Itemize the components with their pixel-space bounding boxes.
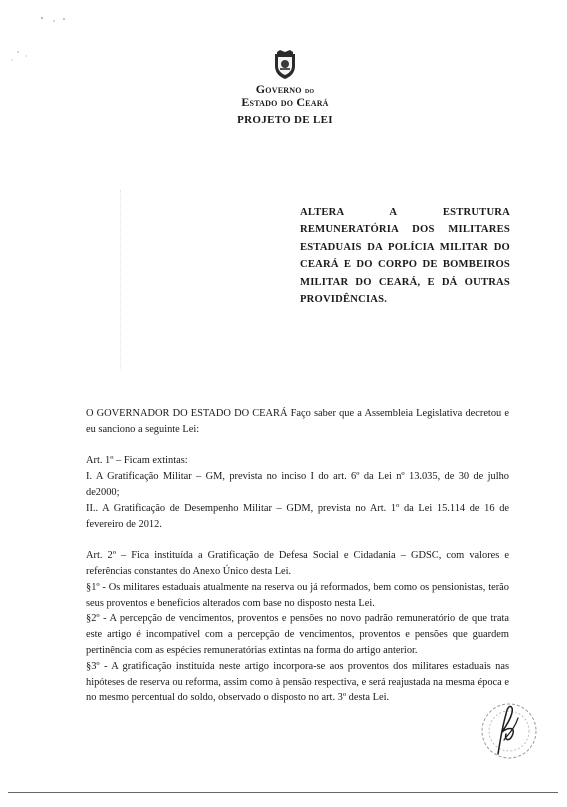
law-body xyxy=(86,406,509,706)
art1-item-i: I. A Gratificação Militar – GM, prevista no inciso I do art. 6º da Lei nº 13.035, de 30 de julho de2000; xyxy=(86,471,509,498)
ementa-block: ALTERA A ESTRUTURA REMUNERATÓRIA DOS MILITARES ESTADUAIS DA POLÍCIA MILITAR DO CEARÁ E DO CORPO DE BOMBEIROS MILITAR DO CEARÁ, E DÁ OUTRAS PROVIDÊNCIAS. xyxy=(300,207,510,306)
art2-paragraph-1: §1º - Os militares estaduais atualmente na reserva ou já reformados, bem como os pensionistas, terão seus proventos e benefícios alterados com base no disposto nesta Lei. xyxy=(86,581,509,609)
art1-item-ii: II.. A Gratificação de Desempenho Militar – GDM, prevista no Art. 1º da Lei 15.114 de 16 de fevereiro de 2012. xyxy=(86,502,509,530)
document-type: PROJETO DE LEI xyxy=(237,114,333,126)
state-coat-of-arms-icon xyxy=(272,50,298,80)
governo-word: Governo xyxy=(255,82,302,96)
bottom-rule xyxy=(8,792,558,793)
preamble: O GOVERNADOR DO ESTADO DO CEARÁ Faço saber que a Assembleia Legislativa decretou e eu sanciono a seguinte Lei: xyxy=(86,408,509,435)
handwritten-initials xyxy=(476,696,538,762)
government-header xyxy=(200,83,370,108)
art1-heading: Art. 1º – Ficam extintas: xyxy=(86,455,188,467)
art2-paragraph-3: §3º - A gratificação instituída neste artigo incorpora-se aos proventos dos militares estaduais nas hipóteses de reserva ou reforma, assim como à pensão respectiva, e será reajustada na mesma época e no mesmo percentual do soldo, observado o disposto no art. 3º desta Lei. xyxy=(86,660,509,704)
art2-paragraph-2: §2º - A percepção de vencimentos, proventos e pensões no novo padrão remuneratório de que trata este artigo é incompatível com a percepção de vencimentos, proventos e pensões que guardem pertinência com as espécies remuneratórias extintas na forma do artigo anterior. xyxy=(86,613,509,656)
margin-mark xyxy=(120,190,123,370)
estado-line: Estado do Ceará xyxy=(241,95,329,109)
art2-heading: Art. 2º – Fica instituída a Gratificação de Defesa Social e Cidadania – GDSC, com valores e referências constantes do Anexo Único desta Lei. xyxy=(86,550,509,577)
do-word: do xyxy=(304,85,315,95)
scan-specks xyxy=(6,12,76,72)
